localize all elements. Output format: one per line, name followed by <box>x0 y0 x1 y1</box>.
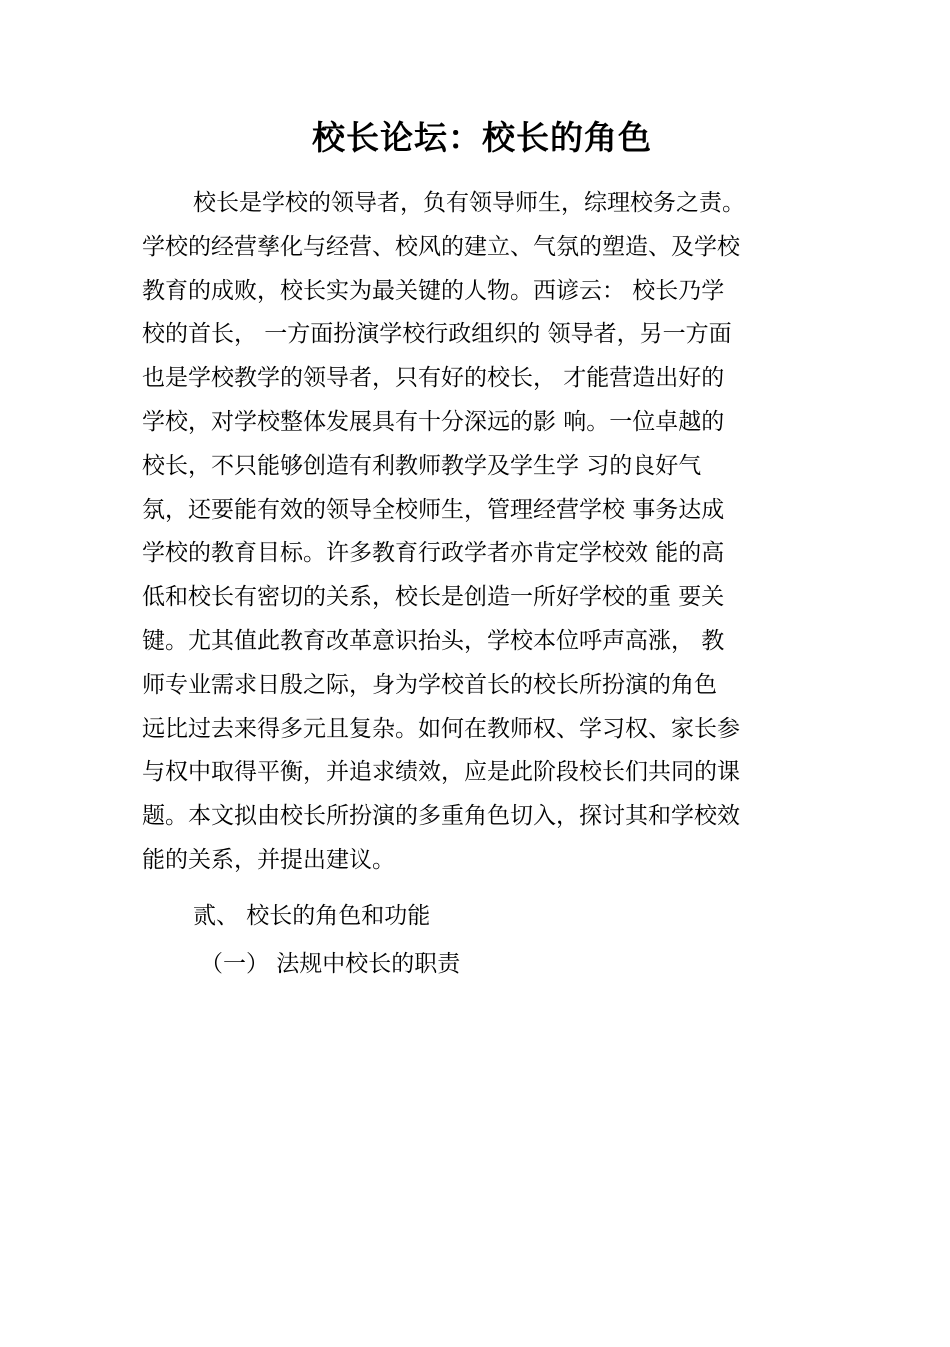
paragraph-line: 低和校长有密切的关系，校长是创造一所好学校的重 要关 <box>142 584 725 611</box>
paragraph-line: 键。尤其值此教育改革意识抬头，学校本位呼声高涨， 教 <box>142 627 725 654</box>
paragraph-line: 题。本文拟由校长所扮演的多重角色切入，探讨其和学校效 <box>142 803 740 830</box>
paragraph-line: 能的关系，并提出建议。 <box>142 846 395 873</box>
section-heading: 贰、 校长的角色和功能 <box>193 903 431 929</box>
paragraph-line: 氛，还要能有效的领导全校师生，管理经营学校 事务达成 <box>142 496 725 523</box>
paragraph-line: 校长，不只能够创造有利教师教学及学生学 习的良好气 <box>142 452 702 479</box>
paragraph-line: 学校的经营孳化与经营、校风的建立、气氛的塑造、及学校 <box>142 233 740 260</box>
sub-heading: （一） 法规中校长的职责 <box>200 951 461 977</box>
paragraph-line: 学校，对学校整体发展具有十分深远的影 响。一位卓越的 <box>142 408 725 435</box>
intro-paragraph <box>142 182 806 883</box>
paragraph-line: 学校的教育目标。许多教育行政学者亦肯定学校效 能的高 <box>142 540 725 567</box>
paragraph-line: 教育的成败，校长实为最关键的人物。西谚云： 校长乃学 <box>142 277 725 304</box>
paragraph-line: 远比过去来得多元且复杂。如何在教师权、学习权、家长参 <box>142 715 740 742</box>
paragraph-line: 校长是学校的领导者，负有领导师生，综理校务之责。 <box>193 190 745 216</box>
paragraph-line: 校的首长， 一方面扮演学校行政组织的 领导者，另一方面 <box>142 321 732 348</box>
document-title: 校长论坛：校长的角色 <box>312 118 652 157</box>
paragraph-line: 与权中取得平衡，并追求绩效，应是此阶段校长们共同的课 <box>142 759 740 786</box>
paragraph-line: 师专业需求日殷之际，身为学校首长的校长所扮演的角色 <box>142 671 717 698</box>
paragraph-line: 也是学校教学的领导者，只有好的校长， 才能营造出好的 <box>142 365 725 392</box>
